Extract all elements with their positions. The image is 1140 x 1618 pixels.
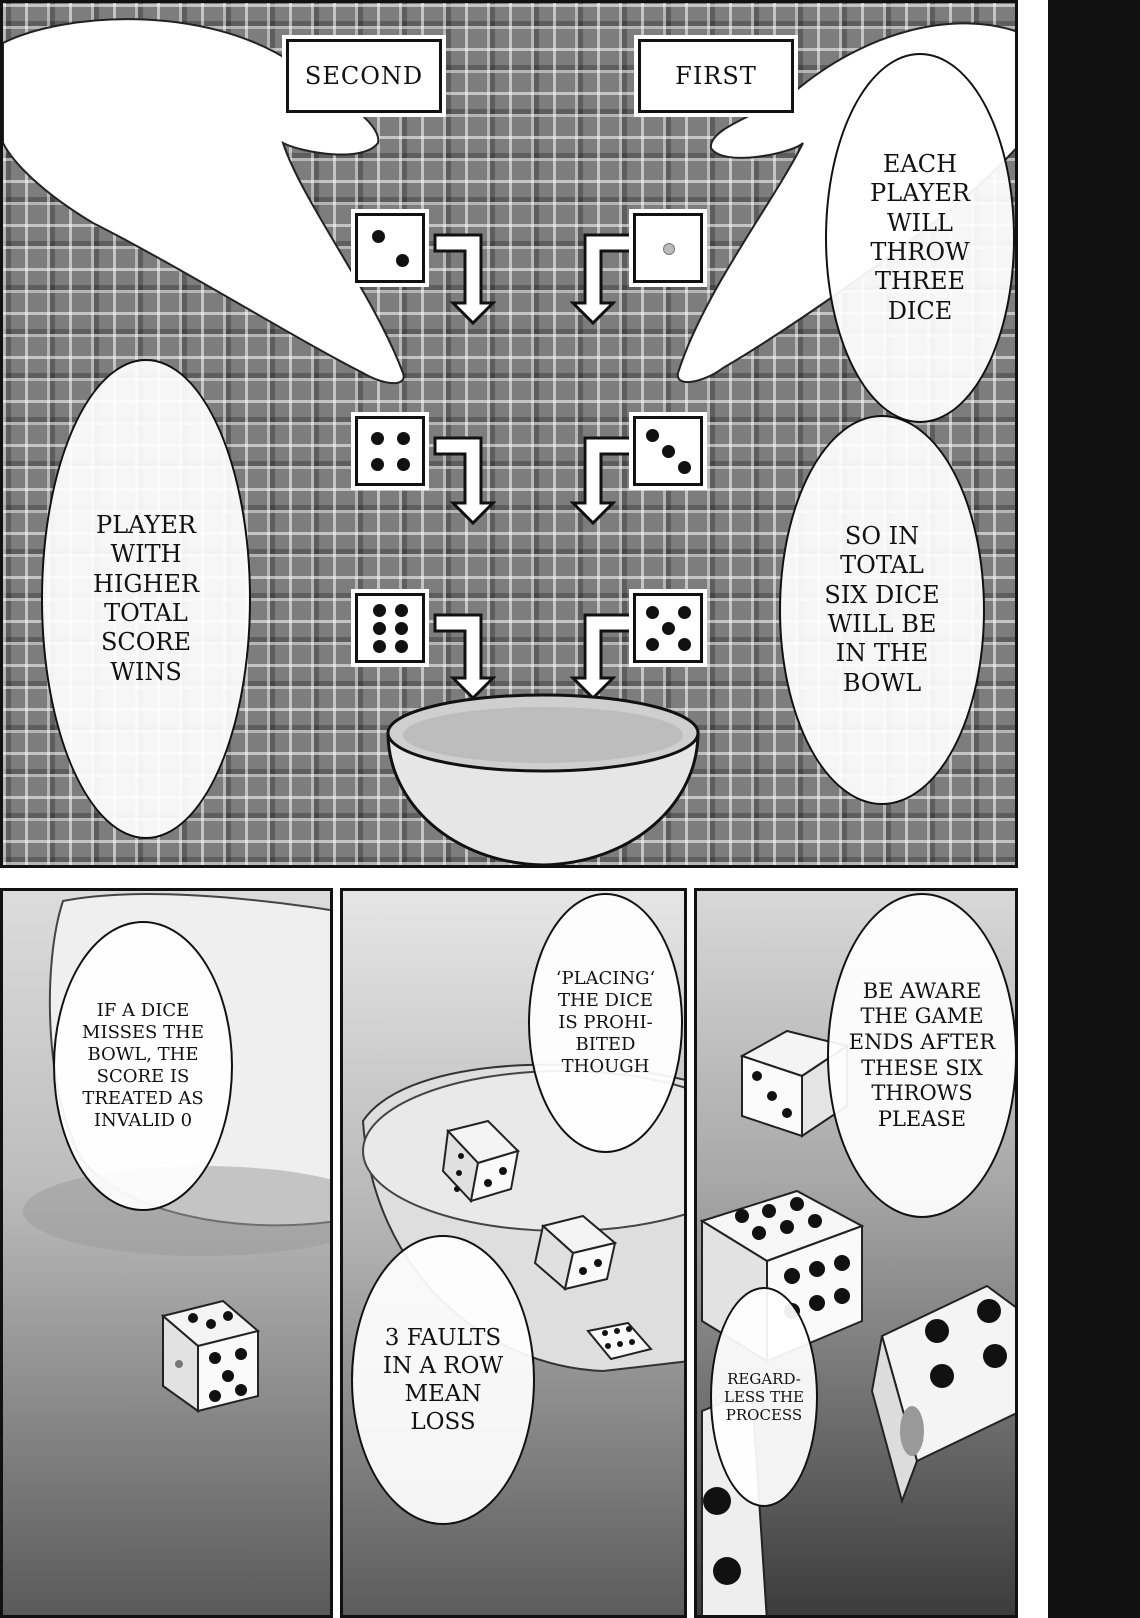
second-label: SECOND [286, 39, 442, 113]
die-second-four [355, 416, 425, 486]
page-edge-bar [1048, 0, 1140, 1618]
bubble-placing-text: ‘PLACING‘ THE DICE IS PROHI- BITED THOUGH [555, 968, 656, 1077]
die-first-five [633, 593, 703, 663]
bubble-regardless-text: REGARD- LESS THE PROCESS [723, 1369, 804, 1425]
panel-missed-bowl [0, 888, 333, 1618]
bubble-each-player-text: EACH PLAYER WILL THROW THREE DICE [870, 150, 970, 325]
die-first-one [633, 213, 703, 283]
panel-placing-prohibited [340, 888, 687, 1618]
bubble-each-player [825, 53, 1015, 423]
bubble-faults-text: 3 FAULTS IN A ROW MEAN LOSS [382, 1324, 504, 1436]
top-panel [0, 0, 1018, 868]
die-second-six [355, 593, 425, 663]
bubble-missed-bowl-text: IF A DICE MISSES THE BOWL, THE SCORE IS TREATED AS INVALID 0 [82, 1000, 204, 1131]
bubble-player-with-text: PLAYER WITH HIGHER TOTAL SCORE WINS [92, 511, 200, 686]
die-first-three [633, 416, 703, 486]
bubble-placing [528, 893, 683, 1153]
bubble-regardless [710, 1287, 818, 1507]
bowl [388, 695, 698, 865]
bubble-faults [351, 1235, 535, 1525]
bubble-player-with [41, 359, 251, 839]
bubble-be-aware [827, 893, 1017, 1218]
arrows [435, 235, 631, 698]
bubble-be-aware-text: BE AWARE THE GAME ENDS AFTER THESE SIX THROWS PLEASE [848, 978, 996, 1131]
die-illustration [153, 1296, 273, 1416]
die-second-two [355, 213, 425, 283]
bubble-so-in-total [779, 415, 985, 805]
bubble-so-in-total-text: SO IN TOTAL SIX DICE WILL BE IN THE BOWL [824, 522, 940, 697]
first-label: FIRST [638, 39, 794, 113]
panel-game-ends [694, 888, 1018, 1618]
bubble-missed-bowl [53, 921, 233, 1211]
